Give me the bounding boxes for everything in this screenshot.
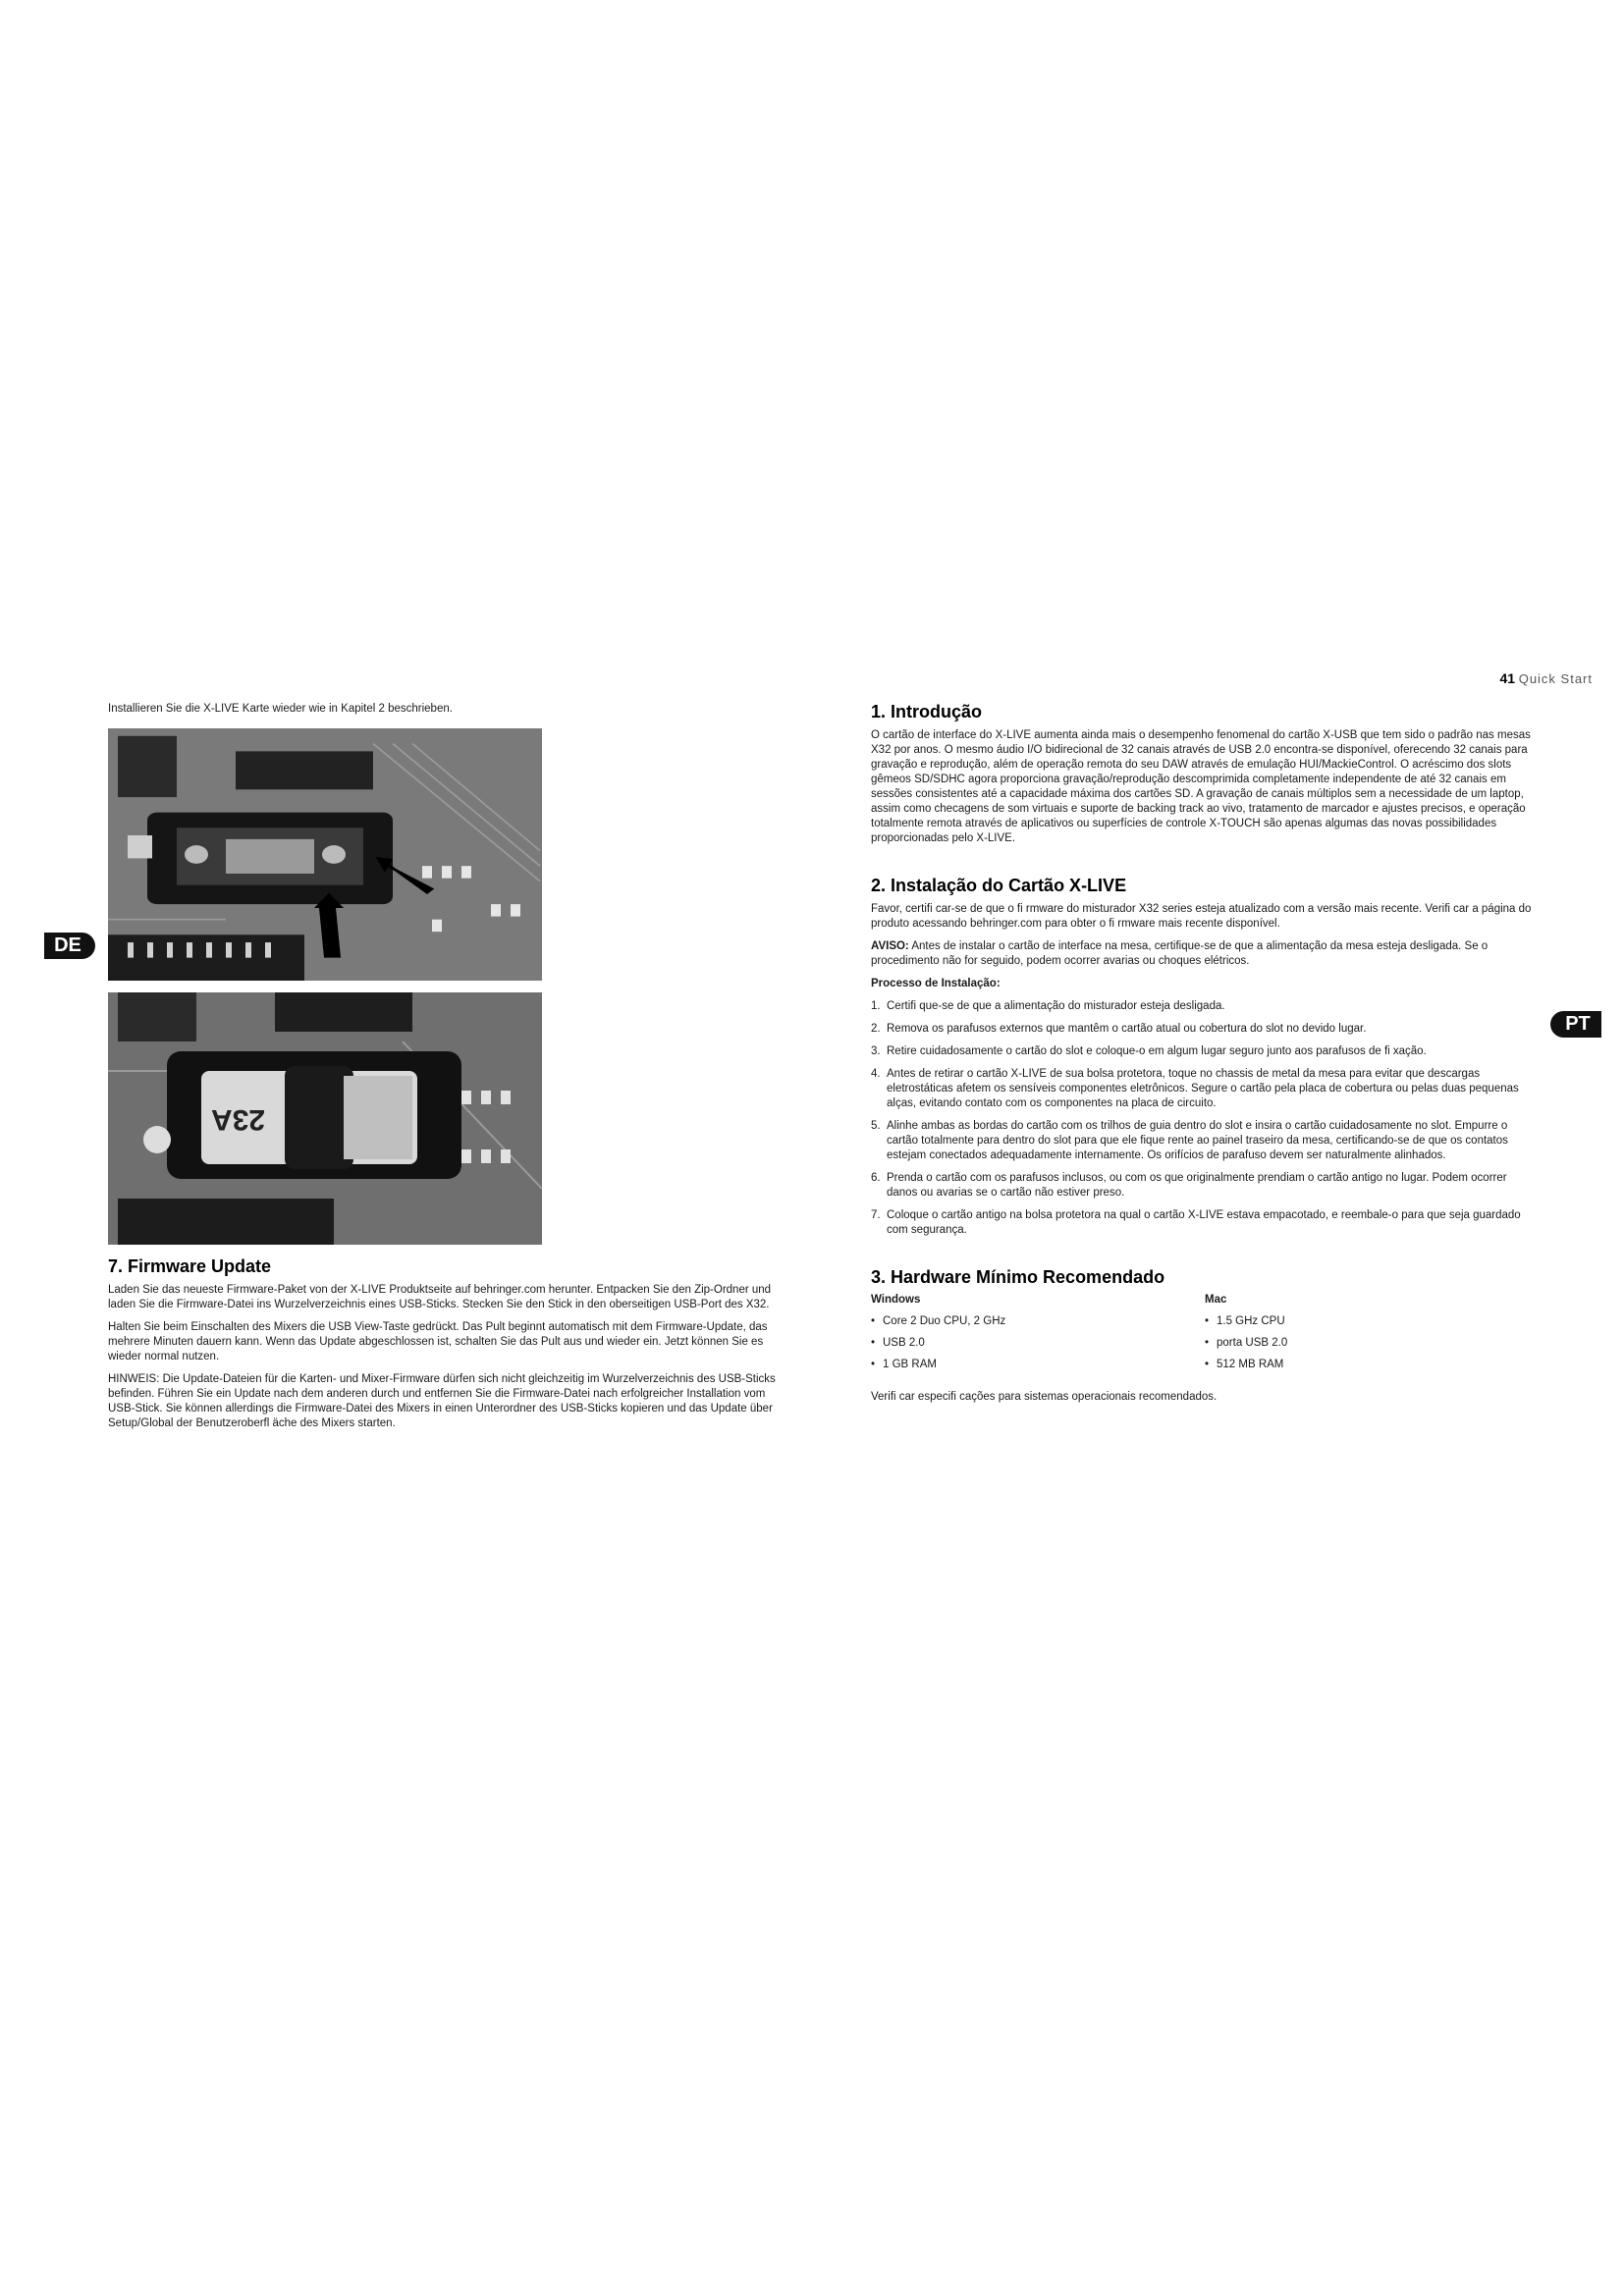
step-number: 3.: [871, 1045, 881, 1057]
step-number: 4.: [871, 1068, 881, 1080]
list-item: • USB 2.0: [871, 1337, 1205, 1349]
list-item: • Core 2 Duo CPU, 2 GHz: [871, 1315, 1205, 1327]
list-item: [871, 1208, 1539, 1238]
step-number: 2.: [871, 1023, 881, 1035]
list-item: • 1 GB RAM: [871, 1359, 1205, 1370]
process-label: Processo de Instalação:: [871, 978, 1001, 989]
list-item: [871, 1067, 1539, 1111]
mac-column: [1205, 1294, 1539, 1380]
hardware-section: [871, 1267, 1539, 1405]
battery-image: [108, 992, 542, 1245]
reinstall-note: Installieren Sie die X-LIVE Karte wieder wie in Kapitel 2 beschrieben.: [108, 703, 453, 715]
left-column: [108, 702, 776, 1461]
battery-label: 23A: [210, 1103, 265, 1136]
circuit-board-image: [108, 728, 542, 981]
install-paragraph: Favor, certifi car-se de que o fi rmware do misturador X32 series esteja atualizado com a versão mais recente. Verifi car a página do produto acessando behringer.com para obter o fi rmware mais recente disponível.: [871, 903, 1532, 930]
hardware-note: Verifi car especifi cações para sistemas operacionais recomendados.: [871, 1391, 1218, 1403]
warning-paragraph: [871, 939, 1539, 969]
step-text: Remova os parafusos externos que mantêm o cartão atual ou cobertura do slot no devido lugar.: [887, 1023, 1367, 1035]
hardware-grid: [871, 1294, 1539, 1380]
firmware-paragraph-2: Halten Sie beim Einschalten des Mixers die USB View-Taste gedrückt. Das Pult beginnt automatisch mit dem Firmware-Update, das mehrere Minuten dauern kann. Wenn das Update abgeschlossen ist, schalten Sie das Pult aus und wieder ein. Jetzt können Sie es wieder normal nutzen.: [108, 1321, 768, 1362]
install-steps: [871, 999, 1539, 1238]
list-item: • 1.5 GHz CPU: [1205, 1315, 1539, 1327]
step-number: 5.: [871, 1120, 881, 1132]
warning-label: AVISO:: [871, 940, 909, 952]
firmware-title: 7. Firmware Update: [108, 1256, 272, 1276]
intro-paragraph: O cartão de interface do X-LIVE aumenta ainda mais o desempenho fenomenal do cartão X-USB que tem sido o padrão nas mesas X32 por anos. O mesmo áudio I/O bidirecional de 32 canais através de USB 2.0 encontra-se disponível, oferecendo 32 canais para gravação e reprodução, além de operação remota do seu DAW através de emulação HUI/MackieControl. O acréscimo dos slots gêmeos SD/SDHC agora proporciona gravação/reprodução descomprimida completamente independente de até 32 canais em sessões consistentes até a capacidade máxima dos cartões SD. A gravação de canais múltiplos sem a necessidade de um laptop, assim como checagens de som virtuais e suporte de backing track ao vivo, tratamento de marcador e ajustes precisos, e operação totalmente remota através de aplicativos ou superfícies de controle X-TOUCH são apenas algumas das novas possibilidades proporcionadas pelo X-LIVE.: [871, 729, 1531, 844]
page-header: [1500, 670, 1594, 686]
list-item: • 512 MB RAM: [1205, 1359, 1539, 1370]
install-section: [871, 876, 1539, 1238]
step-number: 7.: [871, 1209, 881, 1221]
list-item: [871, 1171, 1539, 1201]
mac-heading: Mac: [1205, 1294, 1227, 1306]
firmware-paragraph-1: Laden Sie das neueste Firmware-Paket von der X-LIVE Produktseite auf behringer.com herunter. Entpacken Sie den Zip-Ordner und laden Sie die Firmware-Datei ins Wurzelverzeichnis eines USB-Sticks. Stecken Sie den Stick in den oberseitigen USB-Port des X32.: [108, 1284, 772, 1310]
firmware-update-section: [108, 1256, 776, 1431]
step-number: 1.: [871, 1000, 881, 1012]
windows-heading: Windows: [871, 1294, 921, 1306]
header-title: Quick Start: [1518, 671, 1593, 686]
step-text: Coloque o cartão antigo na bolsa protetora na qual o cartão X-LIVE estava empacotado, e reembale-o para que seja guardado com segurança.: [887, 1209, 1521, 1236]
warning-text: Antes de instalar o cartão de interface na mesa, certifique-se de que a alimentação da mesa esteja desligada. Se o procedimento não for seguido, podem ocorrer avarias ou choques elétricos.: [871, 940, 1489, 967]
step-text: Certifi que-se de que a alimentação do misturador esteja desligada.: [887, 1000, 1225, 1012]
intro-title: 1. Introdução: [871, 702, 983, 721]
list-item: [871, 999, 1539, 1014]
firmware-note: HINWEIS: Die Update-Dateien für die Karten- und Mixer-Firmware dürfen sich nicht gleichzeitig im Wurzelverzeichnis des USB-Sticks befinden. Führen Sie ein Update nach dem anderen durch und entfernen Sie die Firmware-Datei nach erfolgreicher Installation vom USB-Stick. Sie können allerdings die Firmware-Datei des Mixers in einen Unterordner des USB-Sticks kopieren und das Update über Setup/Global der Benutzeroberfl äche des Mixers starten.: [108, 1373, 776, 1429]
battery-photo: [108, 992, 542, 1245]
list-item: [871, 1022, 1539, 1037]
step-text: Antes de retirar o cartão X-LIVE de sua bolsa protetora, toque no chassis de metal da mesa para evitar que descargas eletrostáticas afetem os sensíveis componentes eletrônicos. Segure o cartão pela placa de cobertura ou pelas duas pequenas alças, evitando contato com os componentes na placa de circuito.: [887, 1068, 1519, 1109]
right-column: [871, 702, 1539, 1434]
page-number: 41: [1499, 670, 1516, 686]
windows-column: [871, 1294, 1205, 1380]
language-tab-pt: PT: [1550, 1011, 1601, 1038]
language-tab-de: DE: [44, 933, 95, 959]
step-number: 6.: [871, 1172, 881, 1184]
step-text: Retire cuidadosamente o cartão do slot e coloque-o em algum lugar seguro junto aos parafusos de fi xação.: [887, 1045, 1427, 1057]
install-title: 2. Instalação do Cartão X-LIVE: [871, 876, 1127, 895]
card-slot-photo: [108, 728, 542, 981]
step-text: Prenda o cartão com os parafusos inclusos, ou com os que originalmente prendiam o cartão antigo no lugar. Podem ocorrer danos ou avarias se o cartão não estiver preso.: [887, 1172, 1507, 1199]
list-item: [871, 1044, 1539, 1059]
step-text: Alinhe ambas as bordas do cartão com os trilhos de guia dentro do slot e insira o cartão cuidadosamente no slot. Empurre o cartão totalmente para dentro do slot para que ele fique rente ao painel traseiro da mesa, certificando-se de que os contatos estejam conectados adequadamente internamente. Os orifícios de parafuso devem ser naturalmente alinhados.: [887, 1120, 1508, 1161]
list-item: • porta USB 2.0: [1205, 1337, 1539, 1349]
intro-section: [871, 702, 1539, 846]
hardware-title: 3. Hardware Mínimo Recomendado: [871, 1267, 1165, 1287]
list-item: [871, 1119, 1539, 1163]
